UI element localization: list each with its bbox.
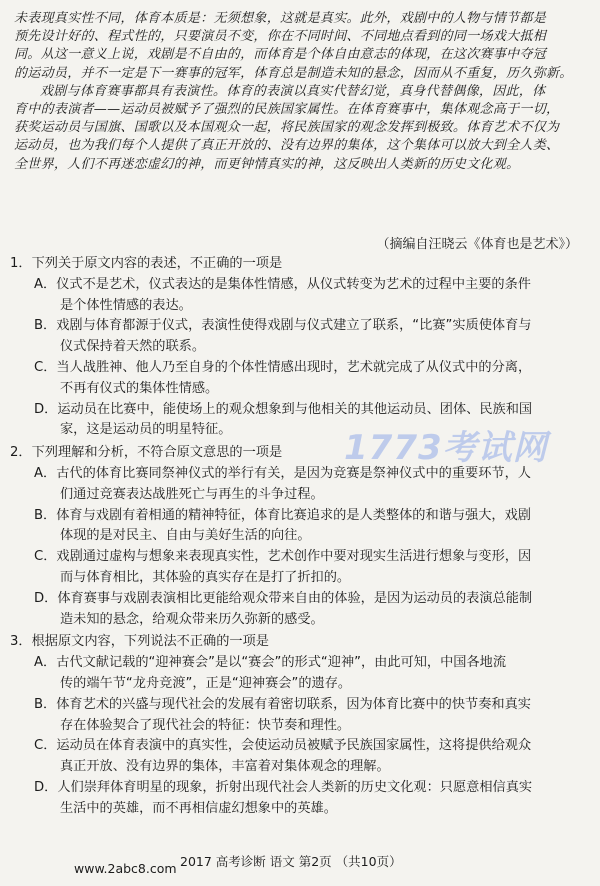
option-a: A．古代的体育比赛同祭神仪式的举行有关，是因为竞赛是祭神仪式中的重要环节，人: [34, 465, 531, 481]
option-a: A．仪式不是艺术，仪式表达的是集体性情感，从仪式转变为艺术的过程中主要的条件: [34, 276, 531, 292]
option-a-cont: 传的端午节“龙舟竞渡”，正是“迎神赛会”的遗存。: [60, 675, 352, 691]
passage-line: 的运动员，并不一定是下一赛事的冠军，体育总是制造未知的悬念，因而从不重复，历久弥新。: [14, 65, 573, 81]
source-credit: （摘编自汪晓云《体育也是艺术》）: [376, 237, 578, 252]
reading-passage: [14, 10, 586, 174]
option-d: D．运动员在比赛中，能使场上的观众想象到与他相关的其他运动员、团体、民族和国: [34, 401, 533, 417]
question-stem: 2．下列理解和分析，不符合原文意思的一项是: [10, 445, 283, 461]
option-c-cont: 而与体育相比，其体验的真实存在是打了折扣的。: [60, 569, 351, 585]
page-number: 2017 高考诊断 语文 第2页 （共10页）: [180, 854, 402, 869]
website-link[interactable]: www.2abc8.com: [74, 861, 177, 876]
question-list: [10, 252, 590, 820]
option-d: D．体育赛事与戏剧表演相比更能给观众带来自由的体验，是因为运动员的表演总能制: [34, 590, 533, 606]
passage-line: 获奖运动员与国旗、国歌以及本国观众一起，将民族国家的观念发挥到极致。体育艺术不仅为: [14, 120, 560, 136]
option-c: C．戏剧通过虚构与想象来表现真实性，艺术创作中要对现实生活进行想象与变形，因: [34, 549, 532, 565]
option-b-cont: 仪式保持着天然的联系。: [60, 339, 206, 355]
option-b-cont: 存在体验契合了现代社会的特征：快节奏和理性。: [60, 717, 351, 733]
passage-line: 未表现真实性不同，体育本质是：无须想象，这就是真实。此外，戏剧中的人物与情节都是: [14, 11, 547, 26]
question-stem: 1．下列关于原文内容的表述，不正确的一项是: [10, 256, 283, 271]
passage-line: 全世界，人们不再迷恋虚幻的神，而更钟情真实的神，这反映出人类新的历史文化观。: [14, 156, 520, 172]
option-a: A．古代文献记载的“迎神赛会”是以“赛会”的形式“迎神”，由此可知，中国各地流: [34, 655, 507, 671]
option-b: B．戏剧与体育都源于仪式，表演性使得戏剧与仪式建立了联系，“比赛”实质使体育与: [34, 318, 532, 334]
passage-line: 预先设计好的、程式性的，只要演员不变，你在不同时间、不同地点看到的同一场戏大抵相: [14, 29, 547, 45]
option-b: B．体育艺术的兴盛与现代社会的发展有着密切联系，因为体育比赛中的快节奏和真实: [34, 696, 531, 712]
passage-line: 同。从这一意义上说，戏剧是不自由的，而体育是个体自由意志的体现，在这次赛事中夺冠: [14, 47, 547, 63]
option-b-cont: 体现的是对民主、自由与美好生活的向往。: [60, 528, 311, 544]
option-c-cont: 不再有仪式的集体性情感。: [60, 380, 219, 396]
watermark-logo: 1773考试网: [344, 428, 548, 468]
option-d-cont: 家，这是运动员的明星特征。: [60, 422, 232, 438]
passage-line: 戏剧与体育赛事都具有表演性。体育的表演以真实代替幻觉，真身代替偶像，因此，体: [40, 83, 546, 99]
option-c-cont: 真正开放、没有边界的集体，丰富着对集体观念的理解。: [60, 759, 390, 775]
option-a-cont: 们通过竞赛表达战胜死亡与再生的斗争过程。: [60, 486, 324, 502]
option-d-cont: 生活中的英雄，而不再相信虚幻想象中的英雄。: [60, 800, 337, 816]
option-d: D．人们崇拜体育明星的现象，折射出现代社会人类新的历史文化观：只愿意相信真实: [34, 779, 533, 795]
passage-line: 运动员，也为我们每个人提供了真正开放的、没有边界的集体，这个集体可以放大到全人类、: [14, 138, 560, 154]
option-c: C．当人战胜神、他人乃至自身的个体性情感出现时，艺术就完成了从仪式中的分离，: [34, 359, 532, 375]
option-d-cont: 造未知的悬念，给观众带来历久弥新的感受。: [60, 611, 324, 627]
option-c: C．运动员在体育表演中的真实性，会使运动员被赋予民族国家属性，这将提供给观众: [34, 738, 532, 754]
option-a-cont: 是个体性情感的表达。: [60, 297, 192, 313]
option-b: B．体育与戏剧有着相通的精神特征，体育比赛追求的是人类整体的和谐与强大，戏剧: [34, 507, 531, 523]
question-stem: 3．根据原文内容，下列说法不正确的一项是: [10, 634, 269, 650]
page-footer: [0, 848, 600, 878]
passage-line: 育中的表演者——运动员被赋予了强烈的民族国家属性。在体育赛事中，集体观念高于一切，: [14, 101, 560, 117]
